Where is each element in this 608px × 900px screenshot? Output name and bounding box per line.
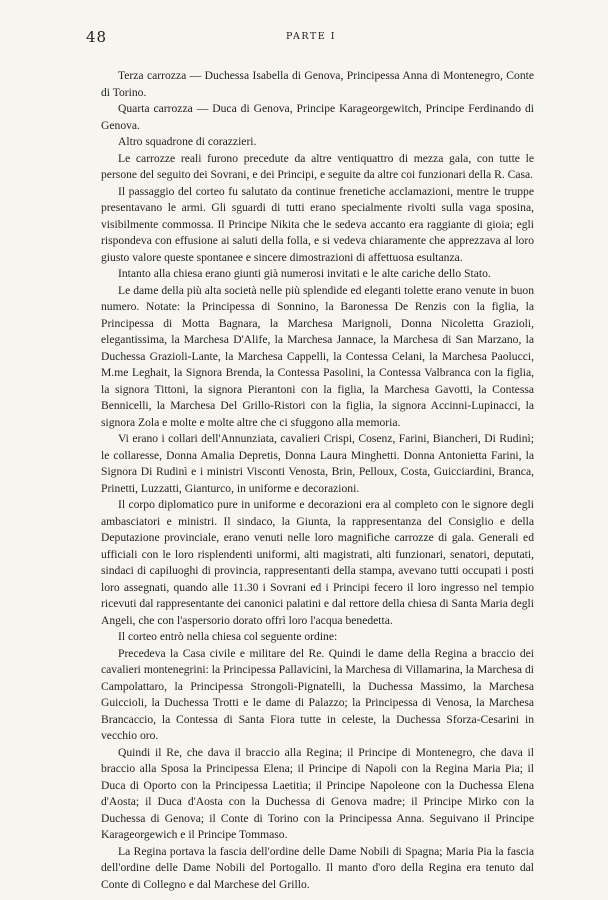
paragraph: Intanto alla chiesa erano giunti già numerosi invitati e le alte cariche dello Stato. (118, 267, 491, 280)
paragraph: Il passaggio del corteo fu salutato da continue frenetiche acclamazioni, mentre le truppe presentavano le armi. Gli sguardi di tutti erano specialmente rivolti sulla vaga sposina, visibilmente commossa. Il Principe Nikita che le sedeva accanto era raggiante di gioia; egli rispondeva con effusione ai saluti della folla, e si vedeva chiaramente che apprezzava al loro giusto valore queste spontanee e sincere dimostrazioni di affettuosa esultanza. (101, 184, 534, 264)
paragraph: Quindi il Re, che dava il braccio alla Regina; il Principe di Montenegro, che dava il braccio alla Sposa la Principessa Elena; il Principe di Napoli con la Regina Maria Pia; il Duca di Oporto con la Principessa Laetitia; il Principe Napoleone con la Duchessa Elena d'Aosta; il Duca d'Aosta con la Duchessa di Genova madre; il Principe Mirko con la Duchessa di Genova; il Conte di Torino con la Principessa Anna. Seguivano il Principe Karageorgewich e il Principe Tommaso. (101, 745, 534, 841)
running-head: PARTE I (286, 31, 336, 42)
paragraph: Il corpo diplomatico pure in uniforme e decorazioni era al completo con le signore degli ambasciatori e ministri. Il sindaco, la Giunta, la rappresentanza del Consiglio e della Deputazione provinciale, erano venuti nelle loro magnifiche carrozze di gala. Generali ed ufficiali con le loro risplendenti uniformi, alti magistrati, alti funzionari, senatori, deputati, sindaci di capiluoghi di provincia, rappresentanti della stampa, avevano tutti occupati i posti loro assegnati, quando alle 11.30 i Sovrani ed i Principi fecero il loro ingresso nel tempio ricevuti dal rappresentante dei canonici palatini e dal rettore della chiesa di Santa Maria degli Angeli, che con l'aspersorio dorato offrì loro l'acqua benedetta. (101, 498, 534, 627)
paragraph: La Regina portava la fascia dell'ordine delle Dame Nobili di Spagna; Maria Pia la fascia dell'ordine delle Dame Nobili del Portogallo. Il manto d'oro della Regina era tenuto dal Conte di Collegno e dal Marchese del Grillo. (101, 844, 534, 891)
paragraph: Altro squadrone di corazzieri. (118, 135, 257, 148)
paragraph: Le dame della più alta società nelle più splendide ed eleganti tolette erano venute in buon numero. Notate: la Principessa di Sonnino, la Baronessa De Renzis con la figlia, la Principessa di Motta Bagnara, la Marchesa Marignoli, Donna Nicoletta Grazioli, elegantissima, la Marchesa D'Alife, la Marchesa Jannace, la Marchesa di San Marzano, la Duchessa Grazioli-Lante, la Marchesa Cappelli, la Contessa Celani, la Marchesa Paolucci, M.me Leghait, la Signora Brenda, la Contessa Pasolini, la Contessa Valbranca con la figlia, la signora Tittoni, la signora Pierantoni con la figlia, la Marchesa Gavotti, la Contessa Bennicelli, la Marchesa Del Grillo-Ristori con la figlia, la signora Accinni-Lupinacci, la signora Zola e molte e molte altre che ci sfuggono alla memoria. (101, 283, 534, 429)
paragraph: Terza carrozza — Duchessa Isabella di Genova, Principessa Anna di Montenegro, Conte di Torino. (101, 69, 534, 99)
page-number: 48 (86, 28, 108, 46)
paragraph: Quarta carrozza — Duca di Genova, Principe Karageorgewitch, Principe Ferdinando di Genova. (101, 102, 534, 132)
paragraph: Precedeva la Casa civile e militare del Re. Quindi le dame della Regina a braccio dei cavalieri montenegrini: la Principessa Pallavicini, la Marchesa di Villamarina, la Marchesa di Campolattaro, la Principessa Strongoli-Pignatelli, la Duchessa Massimo, la Marchesa Guiccioli, la Duchessa Trotti e le dame di Palazzo; la Principessa di Venosa, la Marchesa Brancaccio, la Contessa di Santa Fiora tutte in celeste, la Duchessa Sforza-Cesarini in vecchio oro. (101, 646, 534, 742)
page-header (86, 28, 536, 46)
body-text (101, 68, 534, 893)
paragraph: Il corteo entrò nella chiesa col seguente ordine: (118, 630, 338, 643)
paragraph: Vi erano i collari dell'Annunziata, cavalieri Crispi, Cosenz, Farini, Biancheri, Di Rudinì; le collaresse, Donna Amalia Depretis, Donna Laura Minghetti. Donna Antonietta Farini, la Signora Di Rudinì e i ministri Visconti Venosta, Brin, Pelloux, Costa, Guicciardini, Branca, Prinetti, Luzzatti, Gianturco, in uniforme e decorazioni. (101, 432, 534, 495)
paragraph: Le carrozze reali furono precedute da altre ventiquattro di mezza gala, con tutte le persone del seguito dei Sovrani, e dei Principi, e seguite da altre coi funzionari della R. Casa. (101, 151, 534, 181)
